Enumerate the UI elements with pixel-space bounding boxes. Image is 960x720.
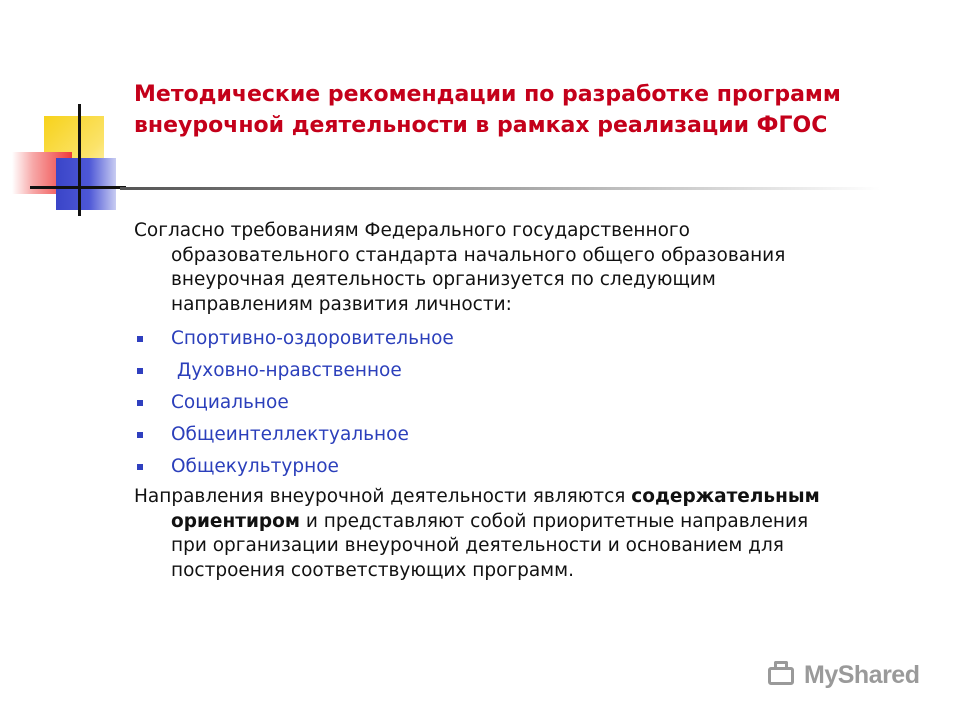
conclusion-line-3: при организации внеурочной деятельности и основанием для: [171, 535, 784, 556]
list-item-text: Общекультурное: [171, 456, 339, 477]
intro-paragraph: [134, 219, 934, 317]
conclusion-line-2: [134, 510, 934, 535]
conclusion-paragraph: [134, 485, 934, 583]
watermark: [766, 658, 919, 692]
vertical-line: [78, 104, 81, 216]
horizontal-line: [30, 186, 126, 189]
blue-square: [56, 158, 116, 210]
title-line-2: внеурочной деятельности в рамках реализации ФГОС: [134, 113, 828, 138]
intro-line-2: образовательного стандарта начального общего образования: [171, 244, 786, 266]
square-bullet-icon: [137, 400, 143, 406]
conclusion-text-start: Направления внеурочной деятельности являются: [134, 486, 632, 507]
list-item: [134, 419, 934, 451]
title-divider: [120, 187, 880, 190]
list-item-text: Социальное: [171, 392, 289, 413]
list-item: [134, 451, 934, 483]
conclusion-text-rest: и представляют собой приоритетные направления: [300, 510, 809, 532]
list-item: [134, 323, 934, 355]
list-item-text: Спортивно-оздоровительное: [171, 328, 454, 349]
square-bullet-icon: [137, 336, 143, 342]
title-line-1: Методические рекомендации по разработке программ: [134, 82, 841, 107]
conclusion-line-4: построения соответствующих программ.: [171, 559, 574, 581]
intro-line-1: Согласно требованиям Федерального государственного: [134, 220, 690, 241]
square-bullet-icon: [137, 368, 143, 374]
slide-title: [134, 79, 934, 141]
list-item-text: Духовно-нравственное: [171, 360, 402, 381]
slide-body: [134, 219, 934, 583]
square-bullet-icon: [137, 464, 143, 470]
decorative-corner-graphic: [0, 0, 140, 220]
conclusion-bold-1: содержательным: [631, 486, 820, 507]
list-item: [134, 387, 934, 419]
conclusion-line-1: [134, 485, 934, 510]
conclusion-bold-2: ориентиром: [171, 510, 301, 532]
square-bullet-icon: [137, 432, 143, 438]
list-item-text: Общеинтеллектуальное: [171, 424, 409, 445]
watermark-text: MyShared: [804, 660, 920, 689]
intro-line-4: направлениям развития личности:: [171, 293, 512, 315]
list-item: [134, 355, 934, 387]
intro-line-3: внеурочная деятельность организуется по следующим: [171, 269, 716, 290]
myshared-logo-icon: [766, 661, 798, 689]
directions-list: [134, 323, 934, 483]
